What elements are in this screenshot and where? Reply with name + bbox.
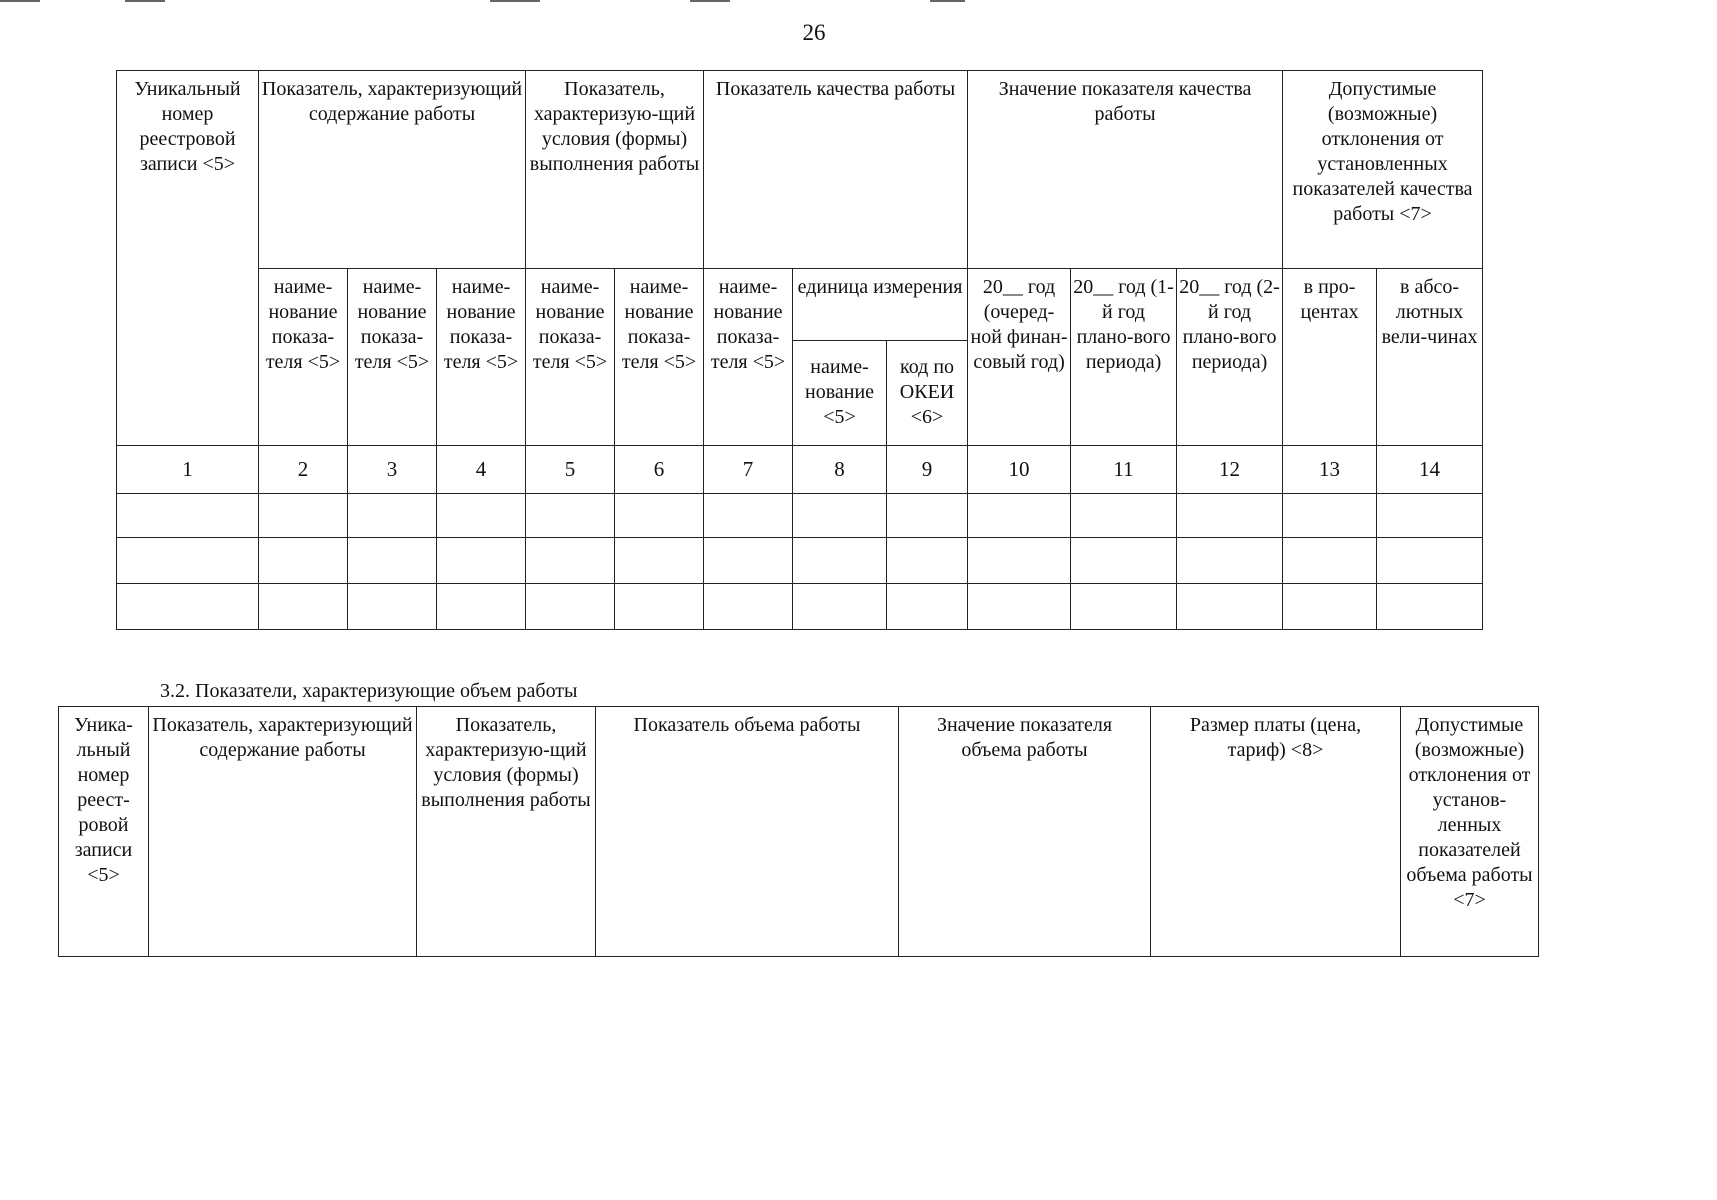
table-cell <box>526 494 615 538</box>
table-cell <box>117 584 259 630</box>
table-cell <box>793 584 887 630</box>
table-cell <box>117 538 259 584</box>
header-volume-indicator: Показатель объема работы <box>596 707 899 957</box>
column-number: 8 <box>793 446 887 494</box>
table-cell <box>348 494 437 538</box>
header-content-indicator: Показатель, характеризующий содержание работы <box>259 71 526 269</box>
column-number: 12 <box>1177 446 1283 494</box>
table-cell <box>1283 584 1377 630</box>
header-fee: Размер платы (цена, тариф) <8> <box>1151 707 1401 957</box>
column-number: 14 <box>1377 446 1483 494</box>
column-number: 11 <box>1071 446 1177 494</box>
table-cell <box>1283 538 1377 584</box>
table-cell <box>887 538 968 584</box>
table-cell <box>1071 538 1177 584</box>
table-cell <box>615 494 704 538</box>
header-indicator-name: наиме-нование показа-теля <5> <box>348 269 437 446</box>
table-cell <box>968 494 1071 538</box>
table-cell <box>1071 494 1177 538</box>
quality-indicators-table <box>116 70 1483 630</box>
table-row <box>117 494 1483 538</box>
table-cell <box>1377 494 1483 538</box>
table-cell <box>348 538 437 584</box>
table-cell <box>526 584 615 630</box>
header-allowed-deviations: Допустимые (возможные) отклонения от установленных показателей качества работы <7> <box>1283 71 1483 269</box>
table-cell <box>793 494 887 538</box>
table-row <box>117 584 1483 630</box>
column-numbers-row <box>117 446 1483 494</box>
volume-indicators-table <box>58 706 1539 957</box>
table-cell <box>437 584 526 630</box>
header-year-2: 20__ год (2-й год плано-вого периода) <box>1177 269 1283 446</box>
header-quality-value: Значение показателя качества работы <box>968 71 1283 269</box>
table-cell <box>259 494 348 538</box>
header-unit: единица измерения <box>793 269 968 341</box>
table-cell <box>704 538 793 584</box>
table-cell <box>117 494 259 538</box>
header-quality-indicator: Показатель качества работы <box>704 71 968 269</box>
table-cell <box>887 584 968 630</box>
column-number: 6 <box>615 446 704 494</box>
table-cell <box>968 584 1071 630</box>
table-cell <box>1177 494 1283 538</box>
column-number: 4 <box>437 446 526 494</box>
column-number: 7 <box>704 446 793 494</box>
header-content-indicator: Показатель, характеризующий содержание работы <box>149 707 417 957</box>
table-cell <box>348 584 437 630</box>
table-cell <box>1377 584 1483 630</box>
table-cell <box>1377 538 1483 584</box>
table-cell <box>1071 584 1177 630</box>
table-cell <box>1283 494 1377 538</box>
header-unit-name: наиме-нование <5> <box>793 341 887 446</box>
page-number: 26 <box>802 20 826 45</box>
header-conditions-indicator: Показатель, характеризую-щий условия (формы) выполнения работы <box>526 71 704 269</box>
header-year-1: 20__ год (1-й год плано-вого периода) <box>1071 269 1177 446</box>
header-in-absolute: в абсо-лютных вели-чинах <box>1377 269 1483 446</box>
header-in-percent: в про-центах <box>1283 269 1377 446</box>
table-cell <box>704 494 793 538</box>
header-indicator-name: наиме-нование показа-теля <5> <box>704 269 793 446</box>
table-cell <box>1177 538 1283 584</box>
table-cell <box>1177 584 1283 630</box>
column-number: 10 <box>968 446 1071 494</box>
table-cell <box>437 494 526 538</box>
table-row <box>117 538 1483 584</box>
header-allowed-deviations: Допустимые (возможные) отклонения от установ-ленных показателей объема работы <7> <box>1401 707 1539 957</box>
column-number: 1 <box>117 446 259 494</box>
header-unique-number: Уника-льный номер реест-ровой записи <5> <box>59 707 149 957</box>
table-cell <box>437 538 526 584</box>
header-indicator-name: наиме-нование показа-теля <5> <box>526 269 615 446</box>
table-cell <box>968 538 1071 584</box>
table-cell <box>793 538 887 584</box>
header-indicator-name: наиме-нование показа-теля <5> <box>259 269 348 446</box>
header-volume-value: Значение показателя объема работы <box>899 707 1151 957</box>
table-cell <box>259 584 348 630</box>
header-indicator-name: наиме-нование показа-теля <5> <box>615 269 704 446</box>
header-conditions-indicator: Показатель, характеризую-щий условия (формы) выполнения работы <box>417 707 596 957</box>
header-okei-code: код по ОКЕИ <6> <box>887 341 968 446</box>
column-number: 5 <box>526 446 615 494</box>
header-unique-number: Уникальный номер реестровой записи <5> <box>117 71 259 446</box>
column-number: 2 <box>259 446 348 494</box>
table-cell <box>887 494 968 538</box>
table-cell <box>526 538 615 584</box>
header-indicator-name: наиме-нование показа-теля <5> <box>437 269 526 446</box>
column-number: 9 <box>887 446 968 494</box>
column-number: 3 <box>348 446 437 494</box>
section-heading: 3.2. Показатели, характеризующие объем работы <box>160 680 578 702</box>
table-cell <box>704 584 793 630</box>
table-cell <box>615 584 704 630</box>
column-number: 13 <box>1283 446 1377 494</box>
table-cell <box>259 538 348 584</box>
header-year-next: 20__ год (очеред-ной финан-совый год) <box>968 269 1071 446</box>
table-cell <box>615 538 704 584</box>
